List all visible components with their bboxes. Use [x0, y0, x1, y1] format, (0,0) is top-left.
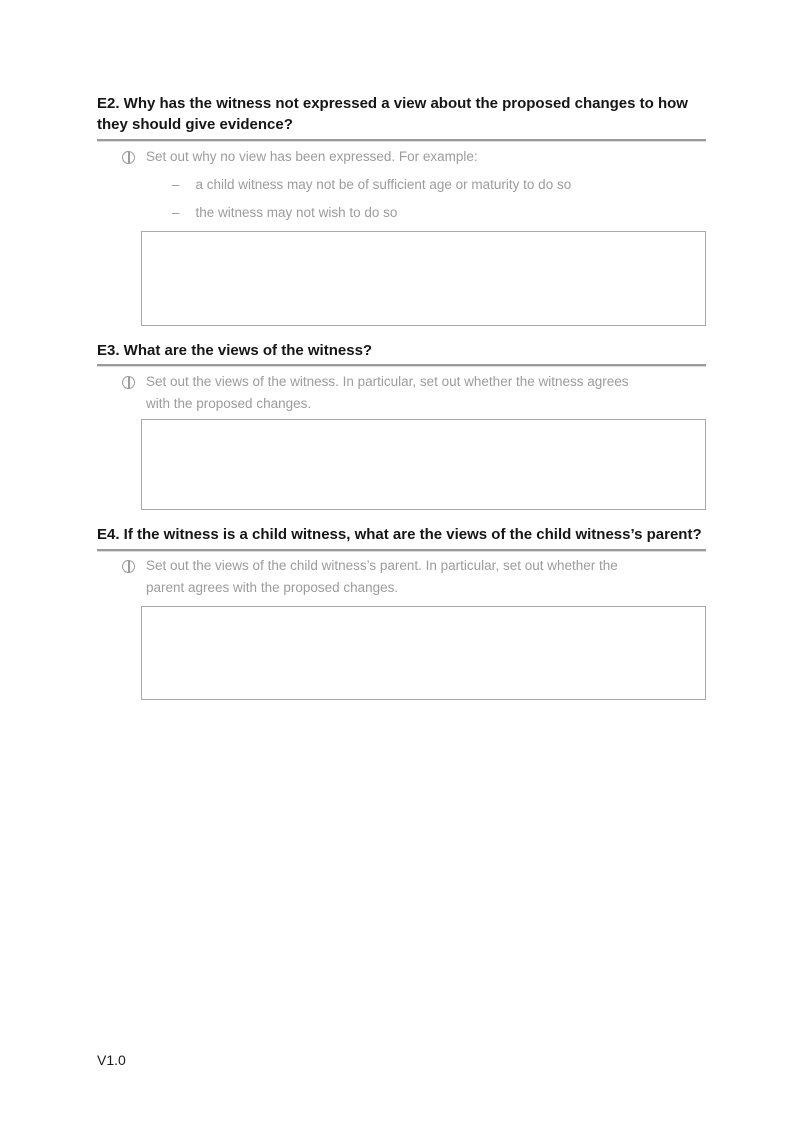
info-icon-bar	[128, 561, 130, 572]
section-e2-bullet-1-text: a child witness may not be of sufficient age or maturity to do so	[195, 177, 572, 192]
section-e4-guidance	[122, 555, 618, 599]
section-e3-guidance	[122, 371, 629, 415]
info-icon	[122, 560, 135, 573]
section-e4-title-line-1: E4. If the witness is a child witness, what are the views of the child witness’s parent?	[97, 526, 702, 543]
section-e3-title-line-1: E3. What are the views of the witness?	[97, 342, 373, 359]
section-e3-guidance-line-1: Set out the views of the witness. In particular, set out whether the witness agrees	[146, 374, 629, 389]
e3-answer-input[interactable]	[141, 419, 706, 510]
section-e4-divider	[97, 549, 706, 552]
bullet-dash: –	[172, 177, 180, 192]
info-icon-bar	[128, 152, 130, 163]
section-e3-title	[97, 340, 757, 361]
section-e2-divider	[97, 139, 706, 142]
section-e4-guidance-line-2: parent agrees with the proposed changes.	[146, 580, 399, 595]
section-e2-guidance	[122, 146, 478, 168]
section-e3-divider	[97, 364, 706, 367]
e2-answer-input[interactable]	[141, 231, 706, 326]
section-e2-title-line-1: E2. Why has the witness not expressed a view about the proposed changes to how	[97, 95, 688, 112]
version-label: V1.0	[97, 1052, 126, 1068]
section-e2-guidance-text: Set out why no view has been expressed. For example:	[146, 149, 478, 164]
section-e2-bullet-1	[172, 176, 571, 194]
info-icon	[122, 151, 135, 164]
e4-answer-input[interactable]	[141, 606, 706, 700]
section-e2-title-line-2: they should give evidence?	[97, 116, 293, 133]
section-e4-title	[97, 524, 757, 545]
section-e2-bullet-2	[172, 204, 397, 222]
section-e2-title	[97, 93, 757, 135]
section-e3-guidance-line-2: with the proposed changes.	[146, 396, 312, 411]
section-e2-bullet-2-text: the witness may not wish to do so	[195, 205, 398, 220]
section-e4-guidance-line-1: Set out the views of the child witness’s parent. In particular, set out whether the	[146, 558, 618, 573]
info-icon	[122, 376, 135, 389]
bullet-dash: –	[172, 205, 180, 220]
info-icon-bar	[128, 377, 130, 388]
